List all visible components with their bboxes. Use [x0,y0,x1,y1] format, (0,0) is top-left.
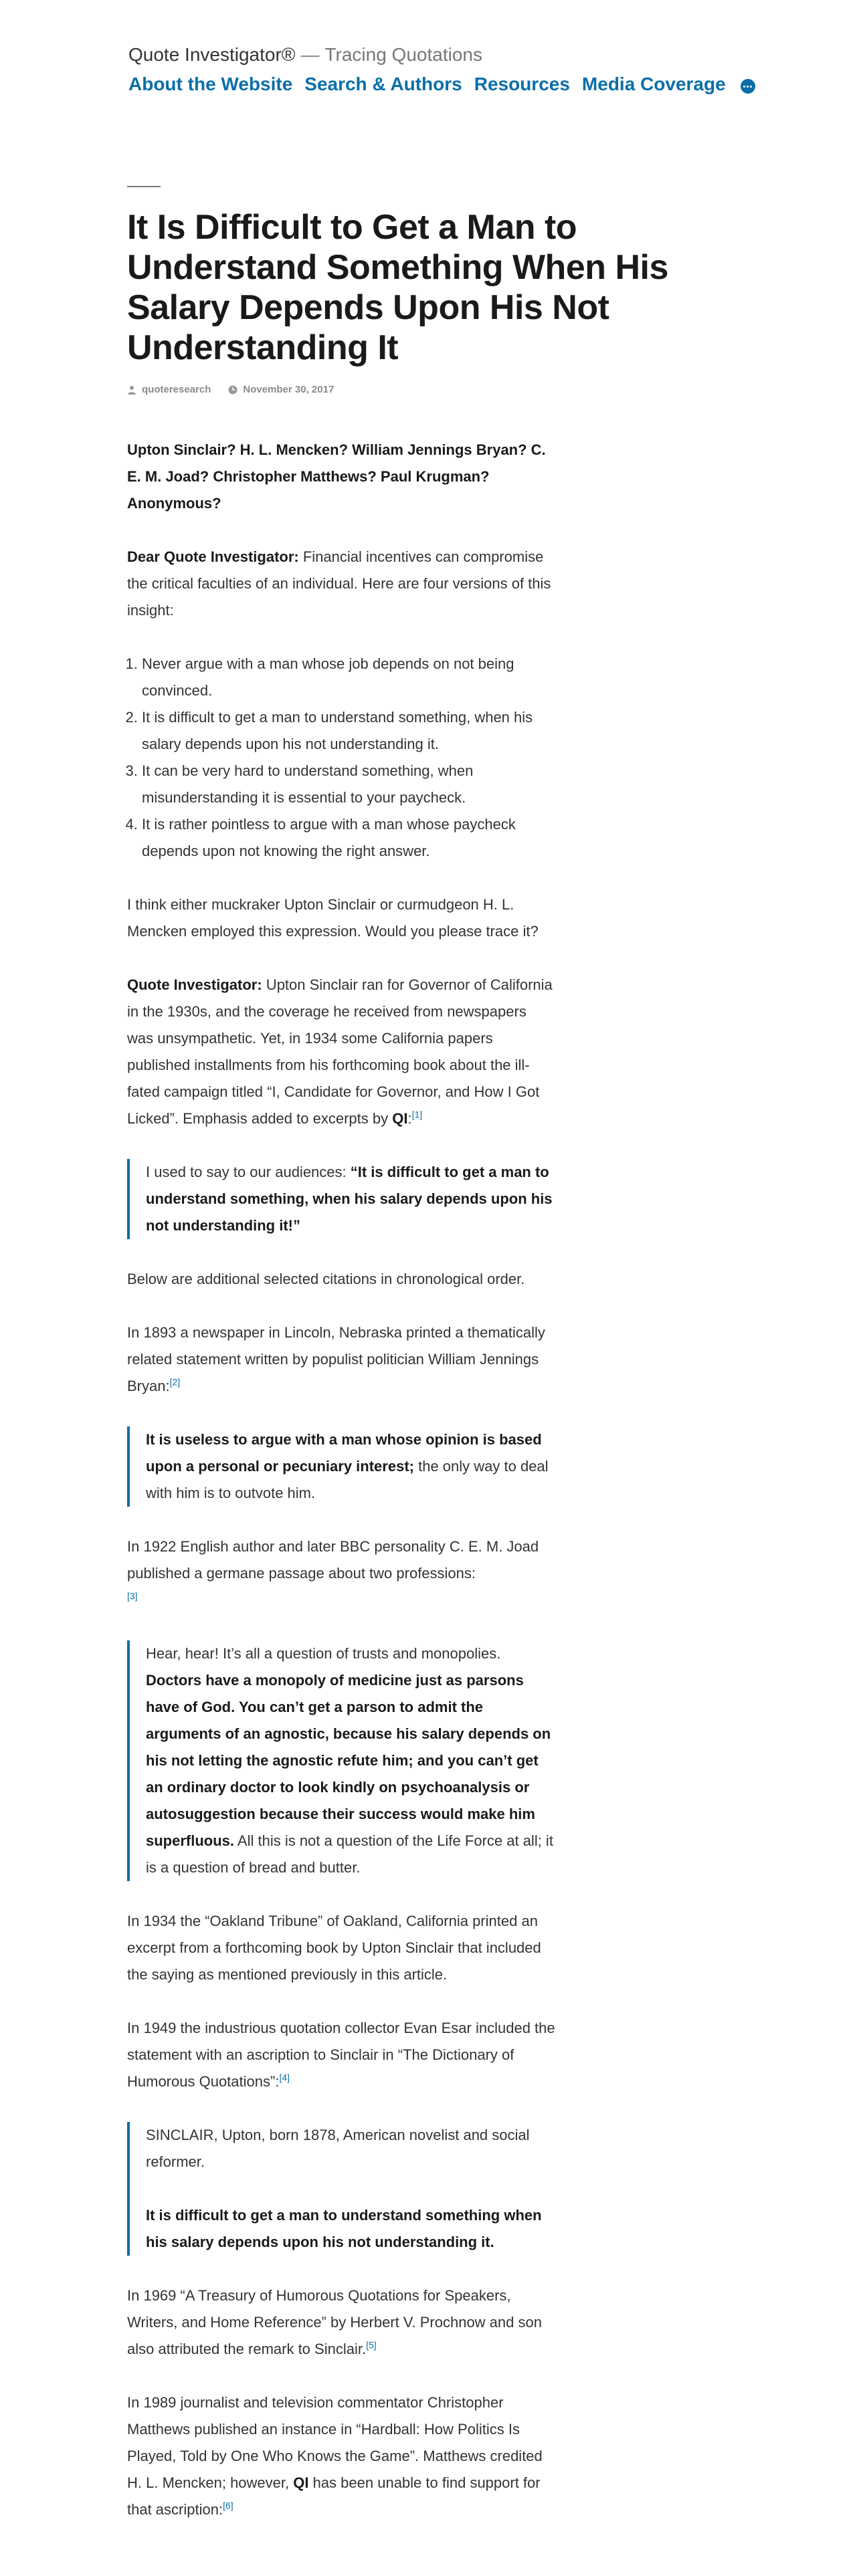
post-date[interactable] [228,384,334,395]
author-name[interactable]: quoteresearch [142,384,211,395]
quote-4-bold: It is difficult to get a man to understand something when his salary depends upon his not understanding it. [146,2207,542,2250]
post-author[interactable] [127,384,211,395]
blockquote-bryan [127,1426,555,1507]
page-title: It Is Difficult to Get a Man to Understand Something When His Salary Depends Upon His Not Understanding It [127,208,668,367]
paragraph-1893 [127,1319,555,1400]
footnote-link-6[interactable]: [6] [223,2500,233,2511]
list-item: 1. Never argue with a man whose job depends on not being convinced. [142,651,555,704]
quote-3-text-2: All this is not a question of the Life Force at all; it is a question of bread and butter. [146,1832,553,1876]
paragraph-1934: In 1934 the “Oakland Tribune” of Oakland, California printed an excerpt from a forthcoming book by Upton Sinclair that included the saying as mentioned previously in this article. [127,1913,541,1983]
article [127,186,668,2523]
quote-2-bold: It is useless to argue with a man whose opinion is based upon a personal or pecuniary interest; [146,1431,542,1475]
site-header [0,0,859,98]
quote-3 [146,1640,555,1881]
footnote-link-2[interactable]: [2] [169,1376,181,1388]
quote-1 [146,1159,555,1239]
footnote-link-1[interactable]: [1] [411,1109,423,1120]
question-paragraph [127,544,555,624]
title-separator: — [300,44,320,65]
list-item: 4. It is rather pointless to argue with a man whose paycheck depends upon not knowing the right answer. [142,811,555,865]
clock-icon [228,385,237,395]
answer-colon: : [407,1110,412,1127]
quote-2 [146,1426,555,1507]
paragraph-chronological: Below are additional selected citations in chronological order. [127,1271,525,1287]
question-text: Financial incentives can compromise the critical faculties of an individual. Here are four versions of this insight: [127,548,551,619]
list-item: 2. It is difficult to get a man to understand something, when his salary depends upon his not understanding it. [142,704,555,758]
quote-4-body [146,2202,555,2256]
blockquote-joad [127,1640,555,1881]
paragraph-1922 [127,1533,555,1614]
qi-label: Quote Investigator: [127,976,262,993]
paragraph-1949 [127,2015,555,2095]
list-item: 3. It can be very hard to understand something, when misunderstanding it is essential to your paycheck. [142,758,555,811]
site-branding [128,41,859,68]
blockquote-esar [127,2122,555,2256]
title-divider [127,186,161,187]
nav-search-authors[interactable]: Search & Authors [304,74,462,94]
more-dots-icon[interactable] [741,79,755,94]
footnote-link-3[interactable]: [3] [127,1590,138,1602]
question-closing: I think either muckraker Upton Sinclair or curmudgeon H. L. Mencken employed this expression. Would you please trace it? [127,896,539,940]
paragraph-1969-text: In 1969 “A Treasury of Humorous Quotations for Speakers, Writers, and Home Reference” by Herbert V. Prochnow and son also attributed the remark to Sinclair. [127,2287,542,2357]
versions-list [127,651,555,865]
paragraph-1989-end: has been unable to find support for that ascription: [127,2474,541,2518]
quote-2-text: the only way to deal with him is to outvote him. [146,1458,549,1501]
main-nav [128,71,859,98]
paragraph-1989 [127,2389,555,2523]
paragraph-1989-text: In 1989 journalist and television commentator Christopher Matthews published an instance in “Hardball: How Politics Is Played, Told by One Who Knows the Game”. Matthews credited H. L. Mencken; however, [127,2394,543,2491]
quote-1-text: I used to say to our audiences: [146,1164,351,1180]
answer-paragraph [127,972,555,1132]
footnote-link-5[interactable]: [5] [366,2339,377,2351]
person-icon [127,385,136,395]
paragraph-1922-text: In 1922 English author and later BBC personality C. E. M. Joad published a germane passage about two professions: [127,1538,539,1582]
article-body [127,437,555,2523]
paragraph-1893-text: In 1893 a newspaper in Lincoln, Nebraska printed a thematically related statement written by populist politician William Jennings Bryan: [127,1324,545,1394]
paragraph-1969 [127,2282,555,2363]
lead-question: Upton Sinclair? H. L. Mencken? William Jennings Bryan? C. E. M. Joad? Christopher Matthews? Paul Krugman? Anonymous? [127,441,546,512]
qi-abbrev-2: QI [293,2474,309,2491]
site-title[interactable]: Quote Investigator® [128,44,296,65]
nav-resources[interactable]: Resources [474,74,570,94]
answer-text: Upton Sinclair ran for Governor of California in the 1930s, and the coverage he received from newspapers was unsympathetic. Yet, in 1934 some California papers published installments from his forthcoming book about the ill-fated campaign titled “I, Candidate for Governor, and How I Got Licked”. Emphasis added to excerpts by [127,976,553,1127]
qi-abbrev: QI [392,1110,408,1127]
quote-3-text-1: Hear, hear! It’s all a question of trusts and monopolies. [146,1645,501,1662]
nav-media-coverage[interactable]: Media Coverage [581,74,726,94]
quote-3-bold: Doctors have a monopoly of medicine just as parsons have of God. You can’t get a parson to admit the arguments of an agnostic, because his salary depends on his not letting the agnostic refute him; and you can’t get an ordinary doctor to look kindly on psychoanalysis or autosuggestion because their success would make him superfluous. [146,1672,551,1849]
quote-1-bold: “It is difficult to get a man to understand something, when his salary depends upon his not understanding it!” [146,1164,553,1234]
date-text[interactable]: November 30, 2017 [243,384,335,395]
dear-qi-label: Dear Quote Investigator: [127,548,299,565]
footnote-link-4[interactable]: [4] [279,2072,290,2083]
paragraph-1949-text: In 1949 the industrious quotation collector Evan Esar included the statement with an ascription to Sinclair in “The Dictionary of Humorous Quotations”: [127,2020,555,2090]
quote-4-heading: SINCLAIR, Upton, born 1878, American novelist and social reformer. [146,2127,530,2170]
post-meta [127,384,555,395]
nav-about[interactable]: About the Website [128,74,293,94]
blockquote-sinclair [127,1159,555,1239]
site-tagline: Tracing Quotations [324,44,482,65]
